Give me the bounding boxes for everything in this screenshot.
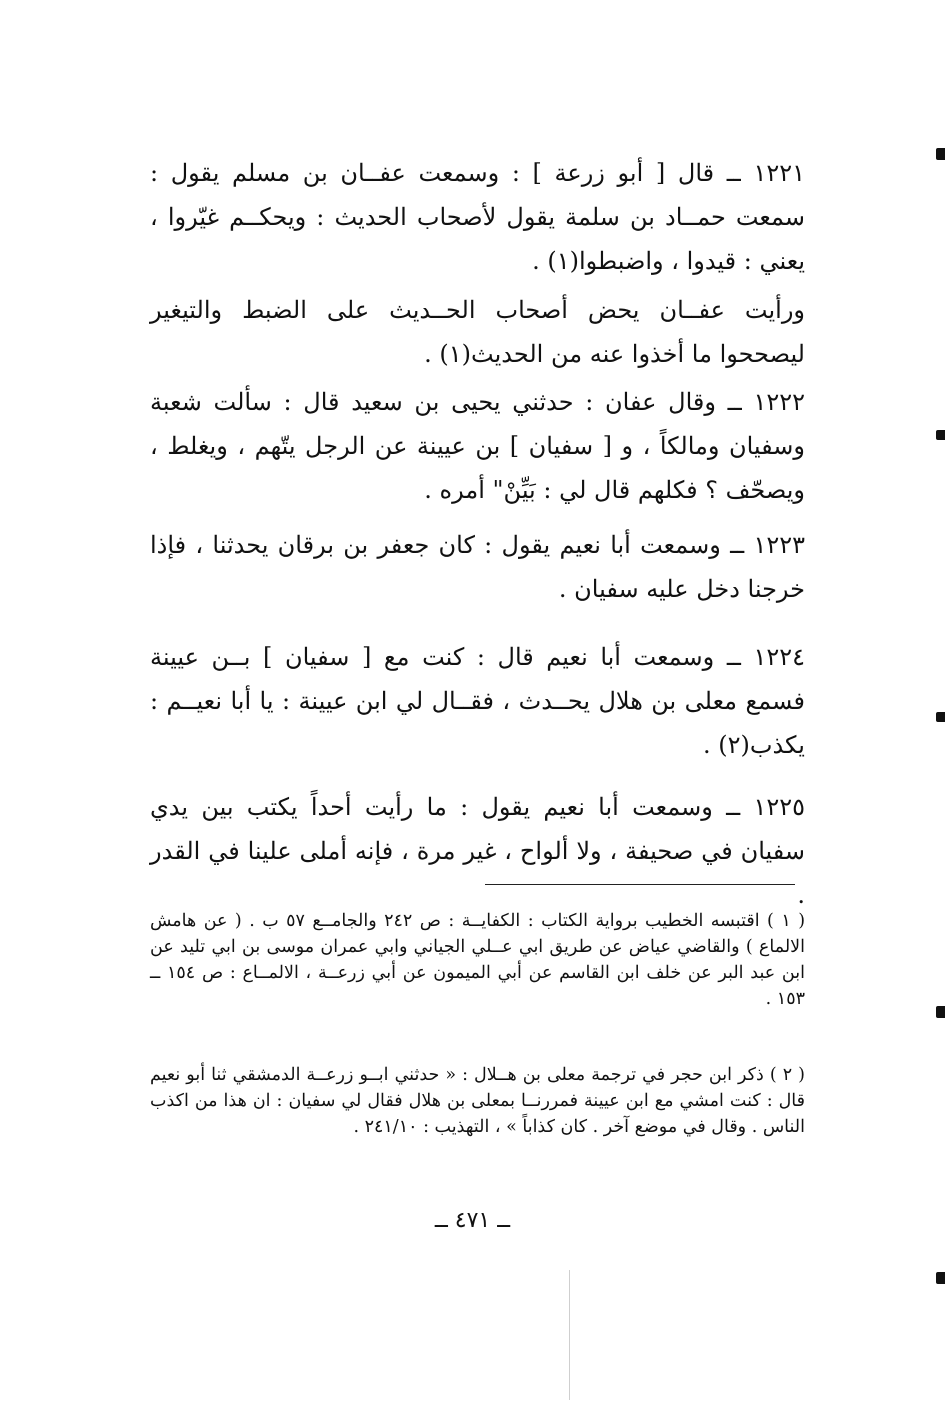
scan-edge-mark xyxy=(936,430,945,440)
entry-text: ورأيت عفــان يحض أصحاب الحــديث على الضبط والتيغير ليصححوا ما أخذوا عنه من الحديث(١) . xyxy=(150,296,805,368)
scan-edge-mark xyxy=(936,1006,945,1018)
scan-spine-line xyxy=(569,1270,570,1400)
entry-text: ١٢٢٢ ــ وقال عفان : حدثني يحيى بن سعيد قال : سألت شعبة وسفيان ومالكاً ، و [ سفيان ] بن عيينة عن الرجل يتّهم ، ويغلط ، ويصحّف ؟ فكلهم قال لي : بَيِّنْ" أمره . xyxy=(150,388,805,504)
scan-edge-mark xyxy=(936,1272,945,1284)
entry-text: ١٢٢٣ ــ وسمعت أبا نعيم يقول : كان جعفر بن برقان يحدثنا ، فإذا خرجنا دخل عليه سفيان . xyxy=(150,531,805,603)
entry-1224 xyxy=(150,635,805,767)
footnote-1 xyxy=(150,908,805,1012)
scan-edge-mark xyxy=(936,148,945,160)
scan-edge-mark xyxy=(936,712,945,722)
entry-text: ١٢٢٥ ــ وسمعت أبا نعيم يقول : ما رأيت أحداً يكتب بين يدي سفيان في صحيفة ، ولا ألواح ، غير مرة ، فإنه أملى علينا في القدر . xyxy=(150,793,805,909)
entry-1222 xyxy=(150,380,805,512)
entry-text: ١٢٢٤ ــ وسمعت أبا نعيم قال : كنت مع [ سفيان ] بــن عيينة فسمع معلى بن هلال يحــدث ، فقــال لي ابن عيينة : يا أبا نعيــم : يكذب(٢) . xyxy=(150,643,806,759)
footnote-2 xyxy=(150,1062,805,1140)
entry-1221 xyxy=(150,151,805,283)
entry-text: ١٢٢١ ــ قال [ أبو زرعة ] : وسمعت عفــان بن مسلم يقول : سمعت حمــاد بن سلمة يقول لأصحاب الحديث : ويحكــم غيّروا ، يعني : قيدوا ، واضبطوا(١) . xyxy=(150,159,805,275)
footnote-text: ( ١ ) اقتبسه الخطيب برواية الكتاب : الكفايــة : ص ٢٤٢ والجامــع ٥٧ ب . ( عن هامش الالماع ) والقاضي عياض عن طريق ابي عــلي الجياني وابي عمران موسى بن ابي تليد عن ابن عبد البر عن خلف ابن القاسم عن أبي الميمون عن أبي زرعــة ، الالمــاع : ص ١٥٤ ــ ١٥٣ . xyxy=(150,911,806,1009)
footnote-divider xyxy=(485,884,795,885)
entry-1225 xyxy=(150,785,805,917)
commentary-paragraph xyxy=(150,288,805,376)
page-number: ــ ٤٧١ ــ xyxy=(434,1208,511,1233)
footnote-text: ( ٢ ) ذكر ابن حجر في ترجمة معلى بن هــلال : « حدثني ابــو زرعــة الدمشقي ثنا أبو نعيم قال : كنت امشي مع ابن عيينة فمررنــا بمعلى بن هلال فقال لي سفيان : ان هذا من اكذب الناس . وقال في موضع آخر . كان كذاباً » ، التهذيب : ٢٤١/١٠ . xyxy=(150,1065,805,1137)
entry-1223 xyxy=(150,523,805,611)
